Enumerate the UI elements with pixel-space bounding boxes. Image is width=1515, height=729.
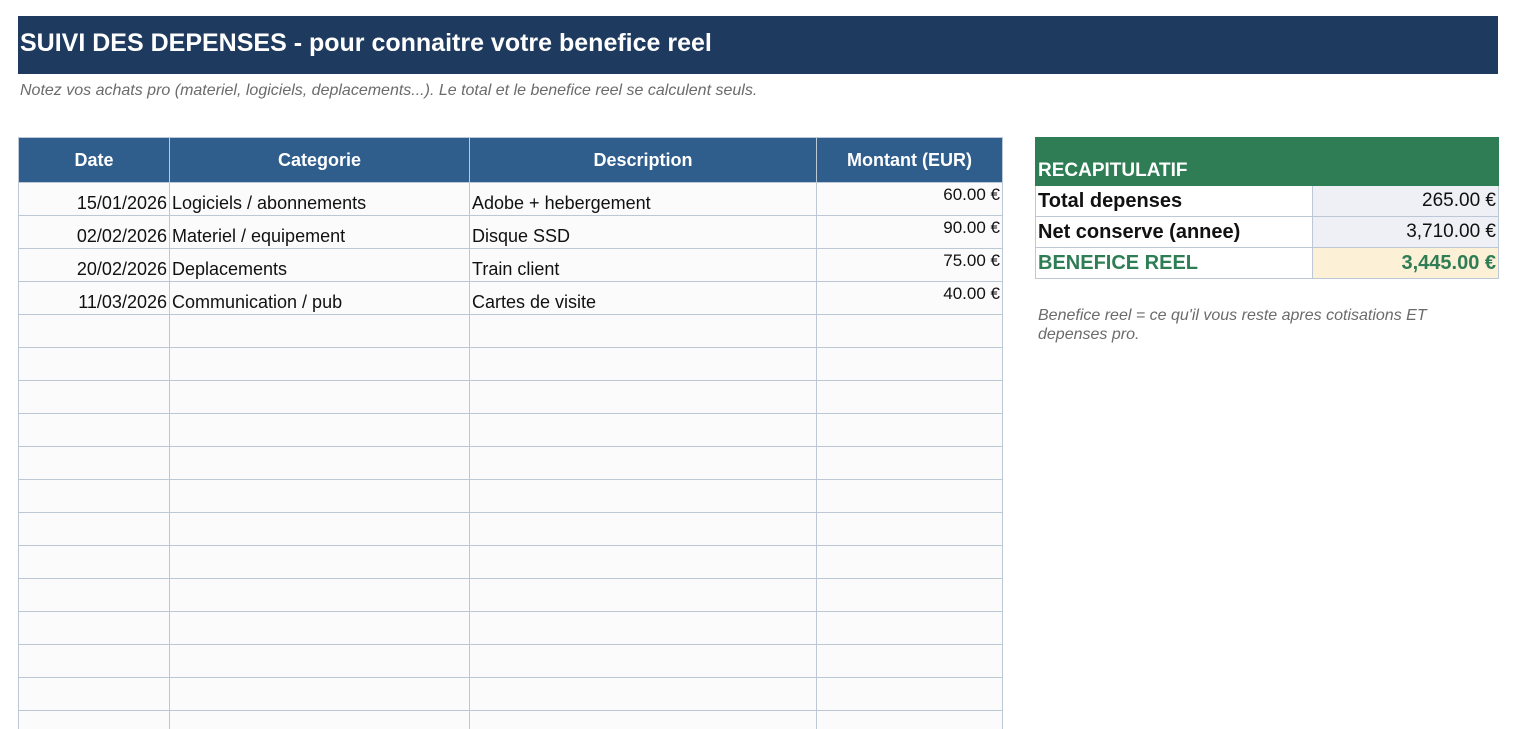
category-cell[interactable] xyxy=(170,480,470,513)
date-cell[interactable] xyxy=(19,546,170,579)
summary-row-total xyxy=(1036,186,1499,217)
table-row xyxy=(19,282,1003,315)
description-cell[interactable] xyxy=(470,579,817,612)
total-expenses-label: Total depenses xyxy=(1036,186,1313,217)
amount-cell[interactable] xyxy=(817,348,1003,381)
category-cell[interactable]: Logiciels / abonnements xyxy=(170,183,470,216)
amount-cell[interactable]: 60.00 € xyxy=(817,183,1003,216)
date-cell[interactable] xyxy=(19,447,170,480)
category-cell[interactable] xyxy=(170,612,470,645)
table-row xyxy=(19,678,1003,711)
description-cell[interactable]: Cartes de visite xyxy=(470,282,817,315)
category-cell[interactable] xyxy=(170,315,470,348)
page-title: SUIVI DES DEPENSES - pour connaitre votre benefice reel xyxy=(18,16,1498,74)
category-cell[interactable] xyxy=(170,546,470,579)
description-cell[interactable] xyxy=(470,447,817,480)
date-cell[interactable] xyxy=(19,348,170,381)
column-header-category[interactable]: Categorie xyxy=(170,138,470,183)
summary-row-profit xyxy=(1036,248,1499,279)
table-row xyxy=(19,447,1003,480)
description-cell[interactable]: Train client xyxy=(470,249,817,282)
column-header-amount[interactable]: Montant (EUR) xyxy=(817,138,1003,183)
net-retained-label: Net conserve (annee) xyxy=(1036,217,1313,248)
amount-cell[interactable] xyxy=(817,612,1003,645)
date-cell[interactable] xyxy=(19,579,170,612)
description-cell[interactable] xyxy=(470,381,817,414)
description-cell[interactable] xyxy=(470,546,817,579)
table-row xyxy=(19,315,1003,348)
category-cell[interactable] xyxy=(170,447,470,480)
amount-cell[interactable]: 40.00 € xyxy=(817,282,1003,315)
total-expenses-value[interactable]: 265.00 € xyxy=(1313,186,1499,217)
description-cell[interactable] xyxy=(470,414,817,447)
amount-cell[interactable] xyxy=(817,315,1003,348)
amount-cell[interactable] xyxy=(817,447,1003,480)
table-row xyxy=(19,612,1003,645)
summary-header: RECAPITULATIF xyxy=(1036,138,1499,186)
category-cell[interactable] xyxy=(170,414,470,447)
table-row xyxy=(19,579,1003,612)
table-row xyxy=(19,348,1003,381)
table-row xyxy=(19,414,1003,447)
date-cell[interactable] xyxy=(19,414,170,447)
amount-cell[interactable]: 90.00 € xyxy=(817,216,1003,249)
table-row xyxy=(19,381,1003,414)
date-cell[interactable] xyxy=(19,513,170,546)
net-retained-value[interactable]: 3,710.00 € xyxy=(1313,217,1499,248)
amount-cell[interactable] xyxy=(817,678,1003,711)
description-cell[interactable] xyxy=(470,348,817,381)
column-header-date[interactable]: Date xyxy=(19,138,170,183)
category-cell[interactable]: Communication / pub xyxy=(170,282,470,315)
category-cell[interactable]: Materiel / equipement xyxy=(170,216,470,249)
date-cell[interactable] xyxy=(19,315,170,348)
description-cell[interactable] xyxy=(470,678,817,711)
date-cell[interactable] xyxy=(19,381,170,414)
table-header-row xyxy=(19,138,1003,183)
description-cell[interactable] xyxy=(470,612,817,645)
date-cell[interactable] xyxy=(19,612,170,645)
real-profit-value[interactable]: 3,445.00 € xyxy=(1313,248,1499,279)
date-cell[interactable]: 11/03/2026 xyxy=(19,282,170,315)
table-row xyxy=(19,183,1003,216)
amount-cell[interactable] xyxy=(817,645,1003,678)
summary-row-net xyxy=(1036,217,1499,248)
category-cell[interactable] xyxy=(170,513,470,546)
category-cell[interactable] xyxy=(170,381,470,414)
table-row xyxy=(19,546,1003,579)
amount-cell[interactable]: 75.00 € xyxy=(817,249,1003,282)
category-cell[interactable] xyxy=(170,678,470,711)
description-cell[interactable] xyxy=(470,315,817,348)
amount-cell[interactable] xyxy=(817,381,1003,414)
expense-table xyxy=(18,137,1003,729)
category-cell[interactable]: Deplacements xyxy=(170,249,470,282)
description-cell[interactable]: Disque SSD xyxy=(470,216,817,249)
amount-cell[interactable] xyxy=(817,579,1003,612)
amount-cell[interactable] xyxy=(817,513,1003,546)
category-cell[interactable] xyxy=(170,348,470,381)
date-cell[interactable] xyxy=(19,645,170,678)
date-cell[interactable] xyxy=(19,711,170,729)
table-row xyxy=(19,711,1003,729)
table-row xyxy=(19,645,1003,678)
column-header-description[interactable]: Description xyxy=(470,138,817,183)
date-cell[interactable] xyxy=(19,678,170,711)
table-row xyxy=(19,513,1003,546)
category-cell[interactable] xyxy=(170,579,470,612)
page-subtitle: Notez vos achats pro (materiel, logiciels, deplacements...). Le total et le benefice reel se calculent seuls. xyxy=(20,82,758,99)
summary-panel xyxy=(1035,137,1499,279)
category-cell[interactable] xyxy=(170,711,470,729)
table-row xyxy=(19,480,1003,513)
description-cell[interactable] xyxy=(470,513,817,546)
description-cell[interactable] xyxy=(470,645,817,678)
table-row xyxy=(19,249,1003,282)
amount-cell[interactable] xyxy=(817,414,1003,447)
description-cell[interactable] xyxy=(470,480,817,513)
table-row xyxy=(19,216,1003,249)
category-cell[interactable] xyxy=(170,645,470,678)
real-profit-label: BENEFICE REEL xyxy=(1036,248,1313,279)
amount-cell[interactable] xyxy=(817,480,1003,513)
amount-cell[interactable] xyxy=(817,711,1003,729)
date-cell[interactable]: 20/02/2026 xyxy=(19,249,170,282)
date-cell[interactable]: 02/02/2026 xyxy=(19,216,170,249)
description-cell[interactable] xyxy=(470,711,817,729)
date-cell[interactable] xyxy=(19,480,170,513)
description-cell[interactable]: Adobe + hebergement xyxy=(470,183,817,216)
amount-cell[interactable] xyxy=(817,546,1003,579)
profit-note: Benefice reel = ce qu'il vous reste apres cotisations ET depenses pro. xyxy=(1038,307,1427,343)
date-cell[interactable]: 15/01/2026 xyxy=(19,183,170,216)
